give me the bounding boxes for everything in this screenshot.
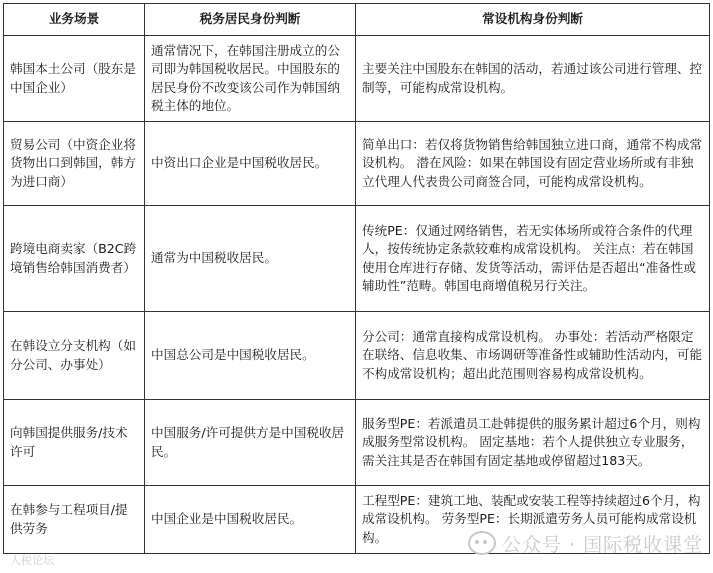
header-scenario: 业务场景 — [4, 4, 145, 36]
table-row — [4, 400, 710, 486]
pe-cell: 服务型PE：若派遣员工赴韩提供的服务累计超过6个月，则构成服务型常设机构。 固定基地：若个人提供独立专业服务，需关注其是否在韩国有固定基地或停留超过183天。 — [356, 400, 710, 486]
table-row — [4, 206, 710, 312]
pe-residency-table — [3, 3, 710, 554]
pe-cell: 传统PE：仅通过网络销售，若无实体场所或符合条件的代理人，按传统协定条款较难构成常设机构。 关注点：若在韩国使用仓库进行存储、发货等活动，需评估是否超出“准备性或辅助性”范畴。韩国电商增值税另行关注。 — [356, 206, 710, 312]
table-row — [4, 312, 710, 400]
residency-cell: 中国总公司是中国税收居民。 — [145, 312, 356, 400]
table-row — [4, 36, 710, 122]
scenario-cell: 在韩设立分支机构（如分公司、办事处） — [4, 312, 145, 400]
table-row — [4, 122, 710, 206]
scenario-cell: 向韩国提供服务/技术许可 — [4, 400, 145, 486]
residency-cell: 中国服务/许可提供方是中国税收居民。 — [145, 400, 356, 486]
header-permanent-establishment: 常设机构身份判断 — [356, 4, 710, 36]
residency-cell: 通常为中国税收居民。 — [145, 206, 356, 312]
scenario-cell: 韩国本土公司（股东是中国企业） — [4, 36, 145, 122]
corner-watermark: 人税论坛 — [10, 554, 54, 567]
pe-cell: 分公司：通常直接构成常设机构。 办事处：若活动严格限定在联络、信息收集、市场调研等准备性或辅助性活动内，可能不构成常设机构；超出此范围则容易构成常设机构。 — [356, 312, 710, 400]
scenario-cell: 跨境电商卖家（B2C跨境销售给韩国消费者） — [4, 206, 145, 312]
table-row — [4, 486, 710, 554]
residency-cell: 中资出口企业是中国税收居民。 — [145, 122, 356, 206]
pe-cell: 简单出口：若仅将货物销售给韩国独立进口商，通常不构成常设机构。 潜在风险：如果在韩国设有固定营业场所或有非独立代理人代表贵公司商签合同，可能构成常设机构。 — [356, 122, 710, 206]
watermark-text: 公众号 · 国际税收课堂 — [502, 534, 704, 556]
table-header-row — [4, 4, 710, 36]
residency-cell: 通常情况下，在韩国注册成立的公司即为韩国税收居民。中国股东的居民身份不改变该公司作为韩国纳税主体的地位。 — [145, 36, 356, 122]
pe-cell: 主要关注中国股东在韩国的活动，若通过该公司进行管理、控制等，可能构成常设机构。 — [356, 36, 710, 122]
residency-cell: 中国企业是中国税收居民。 — [145, 486, 356, 554]
pe-cell: 工程型PE：建筑工地、装配或安装工程等持续超过6个月，构成常设机构。 劳务型PE：长期派遣劳务人员可能构成常设机构。 — [356, 486, 710, 554]
scenario-cell: 在韩参与工程项目/提供劳务 — [4, 486, 145, 554]
scenario-cell: 贸易公司（中资企业将货物出口到韩国，韩方为进口商） — [4, 122, 145, 206]
header-tax-residency: 税务居民身份判断 — [145, 4, 356, 36]
